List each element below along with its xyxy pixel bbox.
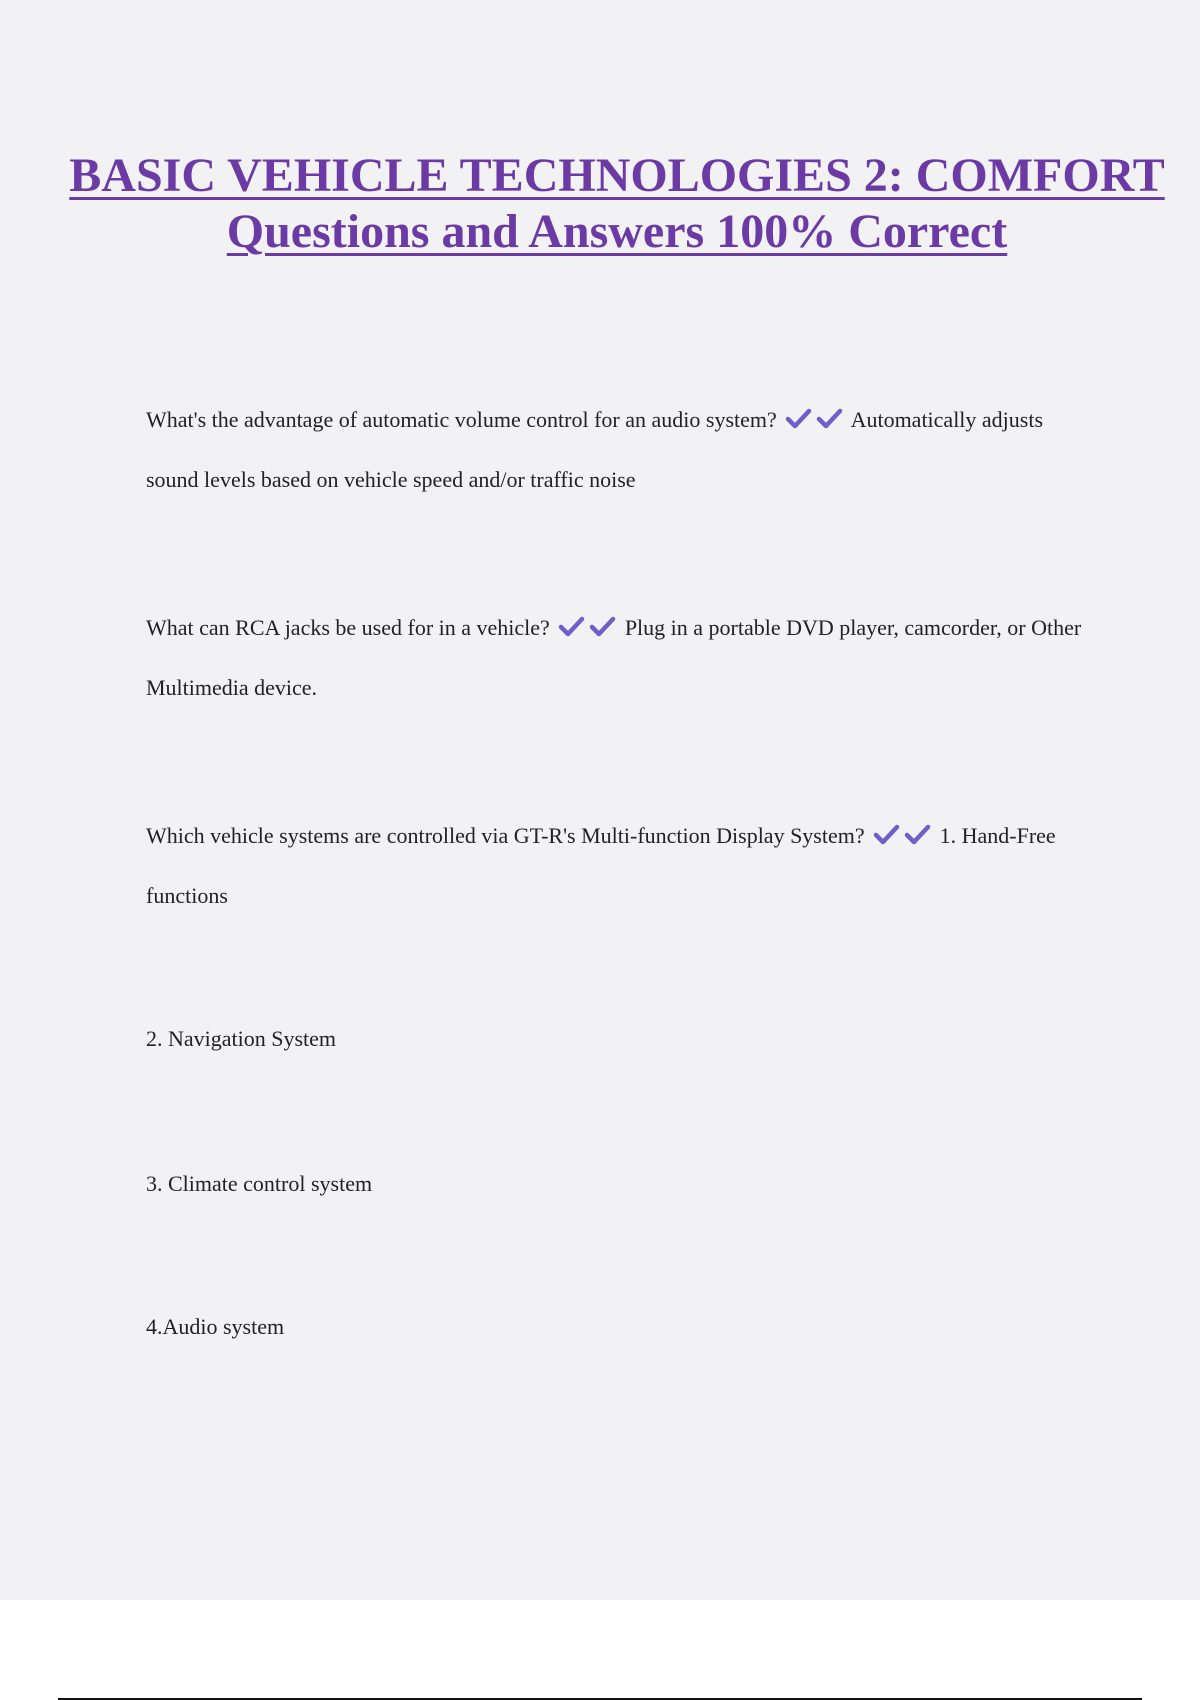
question-text: What can RCA jacks be used for in a vehicle? bbox=[146, 615, 550, 640]
document-title: BASIC VEHICLE TECHNOLOGIES 2: COMFORT Questions and Answers 100% Correct bbox=[69, 149, 1165, 258]
answer-list-item-3: 3. Climate control system bbox=[146, 1171, 373, 1196]
answer-text: 1. Hand-Free functions bbox=[146, 823, 1056, 908]
double-check-icon bbox=[872, 822, 932, 846]
qa-item-3 bbox=[146, 806, 1086, 926]
question-text: What's the advantage of automatic volume control for an audio system? bbox=[146, 407, 777, 432]
answer-text: Automatically adjusts sound levels based on vehicle speed and/or traffic noise bbox=[146, 407, 1044, 492]
answer-list-item-4: 4.Audio system bbox=[146, 1314, 285, 1339]
qa-item-2 bbox=[146, 598, 1086, 718]
qa-item-1 bbox=[146, 390, 1086, 510]
answer-list-item-2: 2. Navigation System bbox=[146, 1026, 337, 1051]
double-check-icon bbox=[784, 406, 844, 430]
answer-text: Plug in a portable DVD player, camcorder, or Other Multimedia device. bbox=[146, 615, 1082, 700]
double-check-icon bbox=[557, 614, 617, 638]
question-text: Which vehicle systems are controlled via GT-R's Multi-function Display System? bbox=[146, 823, 865, 848]
